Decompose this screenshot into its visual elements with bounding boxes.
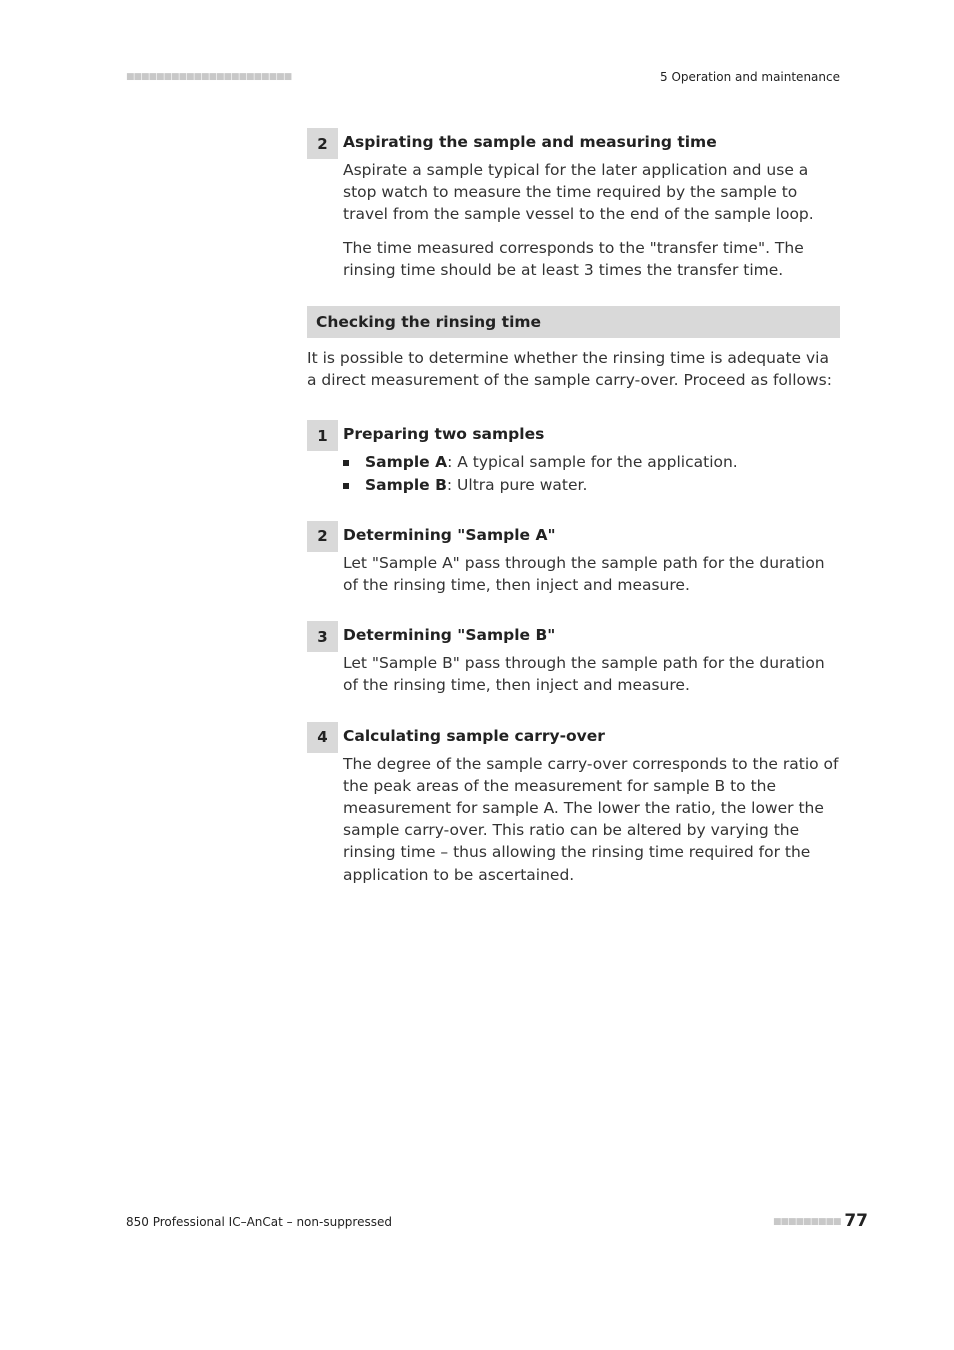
- step-title: Determining "Sample A": [343, 525, 556, 544]
- step-determining-sample-a: [307, 521, 840, 596]
- main-content: [307, 128, 840, 911]
- step-aspirating: [307, 128, 840, 281]
- step-number: 2: [307, 128, 338, 159]
- footer-decoration: ■■■■■■■■■: [773, 1217, 841, 1227]
- step-calculating-carry-over: [307, 722, 840, 886]
- sample-list: [343, 451, 840, 495]
- step-paragraph: Aspirate a sample typical for the later application and use a stop watch to measure the time required by the sample to travel from the sample vessel to the end of the sample loop.: [343, 161, 814, 224]
- bullet-square-icon: [343, 460, 349, 466]
- header-decoration: ■■■■■■■■■■■■■■■■■■■■■■: [126, 72, 292, 82]
- step-number: 1: [307, 420, 338, 451]
- step-paragraph: Let "Sample B" pass through the sample path for the duration of the rinsing time, then inject and measure.: [343, 654, 825, 695]
- step-title: Preparing two samples: [343, 425, 545, 444]
- sample-label: Sample A: [365, 453, 448, 472]
- step-paragraph: The degree of the sample carry-over corresponds to the ratio of the peak areas of the measurement for sample B to the measurement for sample A. The lower the ratio, the lower the sample carry-over. This ratio can be altered by varying the rinsing time – thus allowing the rinsing time required for the application to be ascertained.: [343, 754, 839, 884]
- step-number: 3: [307, 621, 338, 652]
- section-intro: It is possible to determine whether the rinsing time is adequate via a direct measurement of the sample carry-over. Proceed as follows:: [307, 349, 832, 390]
- document-title: 850 Professional IC–AnCat – non-suppressed: [126, 1215, 392, 1229]
- sample-description: : A typical sample for the application.: [447, 453, 738, 472]
- step-paragraph: The time measured corresponds to the "transfer time". The rinsing time should be at least 3 times the transfer time.: [343, 238, 804, 279]
- step-paragraph: Let "Sample A" pass through the sample path for the duration of the rinsing time, then inject and measure.: [343, 553, 825, 595]
- page-number: 77: [844, 1211, 868, 1231]
- section-heading: Checking the rinsing time: [307, 306, 840, 338]
- sample-label: Sample B: [365, 475, 447, 494]
- bullet-square-icon: [343, 483, 349, 489]
- step-determining-sample-b: [307, 621, 840, 696]
- step-title: Calculating sample carry-over: [343, 726, 605, 745]
- step-preparing-samples: [307, 420, 840, 495]
- list-item: [343, 451, 840, 473]
- list-item: [343, 474, 840, 496]
- chapter-title: 5 Operation and maintenance: [660, 70, 840, 84]
- sample-description: : Ultra pure water.: [446, 475, 588, 494]
- step-number: 2: [307, 521, 338, 552]
- step-number: 4: [307, 722, 338, 753]
- step-title: Determining "Sample B": [343, 626, 556, 645]
- step-title: Aspirating the sample and measuring time: [343, 133, 717, 151]
